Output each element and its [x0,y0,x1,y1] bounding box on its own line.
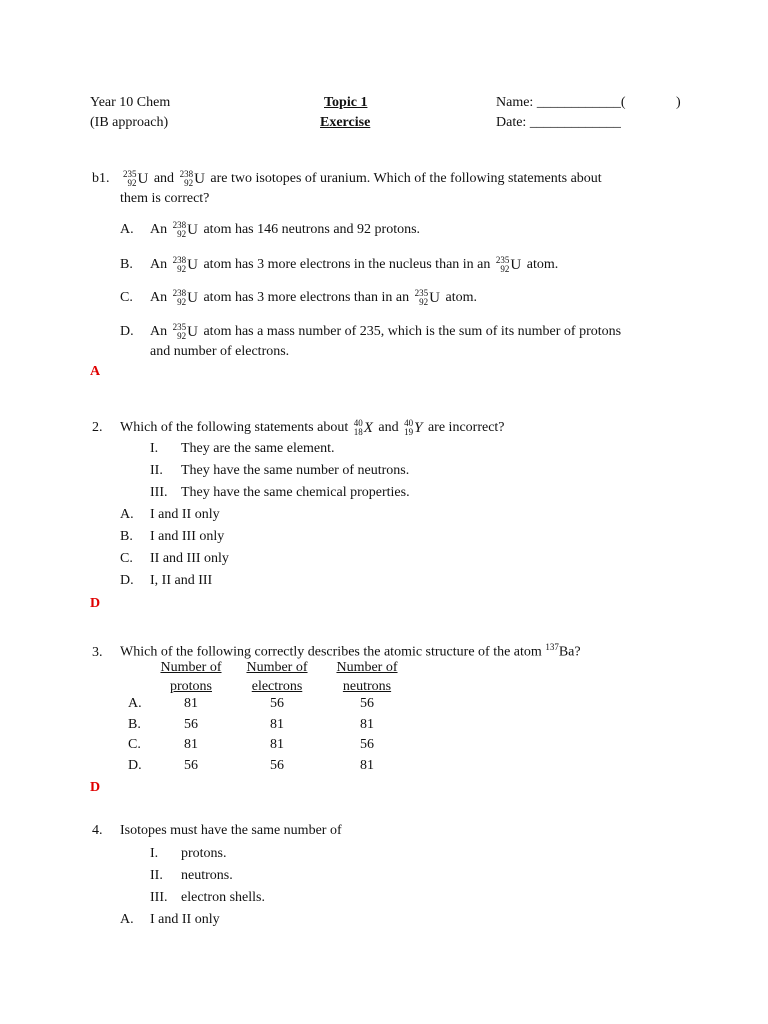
q3-answer: D [90,780,101,795]
q2-option-d: D. I, II and III [120,573,213,588]
q3-row-label: A. [128,696,142,711]
exercise-title: Exercise [320,115,371,130]
nuclide-u238: 238 92 U [179,169,205,188]
q3-row-label: D. [128,758,142,773]
q3-row-label: C. [128,737,141,752]
nuclide-u235: 235 92 U [414,288,440,307]
q3-header-neutrons-2: neutrons [342,679,392,694]
nuclide-u235: 235 92 U [495,255,522,274]
q2-option-c: C. II and III only [120,551,229,566]
name-field: Name: ____________( [496,95,626,110]
q1-option-b: B. An 238 92 U atom has 3 more electrons in the nucleus than in an 235 92 U atom. [120,255,559,274]
q3-header-electrons-1: Number of [246,660,308,675]
nuclide-u238: 238 92 U [172,288,198,307]
q4-statement-3: III. electron shells. [150,890,265,905]
q3-cell: 81 [184,696,198,711]
q2-option-a: A. I and II only [120,507,220,522]
q1-option-d-cont: and number of electrons. [150,344,290,359]
q2-option-b: B. I and III only [120,529,225,544]
q1-option-d: D. An 235 92 U atom has a mass number of 235, which is the sum of its number of protons [120,322,622,341]
q3-cell: 56 [184,717,198,732]
q2-line1: 2. Which of the following statements about 40 18 X and 40 19 Y are incorrect? [92,418,505,437]
date-field: Date: _____________ [496,115,621,130]
nuclide-y40: 40 19 Y [404,418,423,437]
nuclide-u238: 238 92 U [172,220,198,239]
q4-number: 4. [92,823,103,838]
q4-line1: 4. Isotopes must have the same number of [92,823,342,838]
topic-title: Topic 1 [324,95,368,110]
q2-statement-3: III. They have the same chemical properties. [150,485,410,500]
q3-cell: 56 [184,758,198,773]
q1-number: b1. [92,171,110,187]
q1-line1: b1. 235 92 U and 238 92 U are two isotopes of uranium. Which of the following statements about [92,169,602,188]
q3-cell: 81 [184,737,198,752]
course-approach: (IB approach) [90,115,169,130]
q3-line1: 3. Which of the following correctly describes the atomic structure of the atom $^{137}$Ba? [92,642,581,660]
q3-cell: 81 [360,758,374,773]
nuclide-u235: 235 92 U [123,169,149,188]
q4-option-a: A. I and II only [120,912,220,927]
name-field-close: ) [676,95,681,110]
q3-header-protons-1: Number of [160,660,222,675]
q3-row-label: B. [128,717,141,732]
course-title: Year 10 Chem [90,95,171,110]
q3-cell: 56 [270,758,284,773]
q1-answer: A [90,364,101,379]
q2-number: 2. [92,420,103,436]
q3-cell: 81 [270,717,284,732]
q3-number: 3. [92,644,103,660]
q4-statement-2: II. neutrons. [150,868,233,883]
q3-cell: 81 [360,717,374,732]
q2-answer: D [90,596,101,611]
q3-cell: 56 [270,696,284,711]
q3-cell: 81 [270,737,284,752]
nuclide-u235: 235 92 U [172,322,198,341]
atom-mass-number: 137 [545,642,559,652]
q1-line2: them is correct? [120,191,210,206]
q1-option-a: A. An 238 92 U atom has 146 neutrons and 92 protons. [120,220,421,239]
q2-statement-2: II. They have the same number of neutrons. [150,463,410,478]
nuclide-u238: 238 92 U [172,255,198,274]
q3-header-neutrons-1: Number of [336,660,398,675]
q2-statement-1: I. They are the same element. [150,441,335,456]
nuclide-x40: 40 18 X [353,418,373,437]
q3-header-protons-2: protons [170,679,212,694]
q4-statement-1: I. protons. [150,846,227,861]
q3-cell: 56 [360,696,374,711]
q1-option-c: C. An 238 92 U atom has 3 more electrons than in an 235 92 U atom. [120,288,477,307]
q3-header-electrons-2: electrons [251,679,303,694]
q3-cell: 56 [360,737,374,752]
